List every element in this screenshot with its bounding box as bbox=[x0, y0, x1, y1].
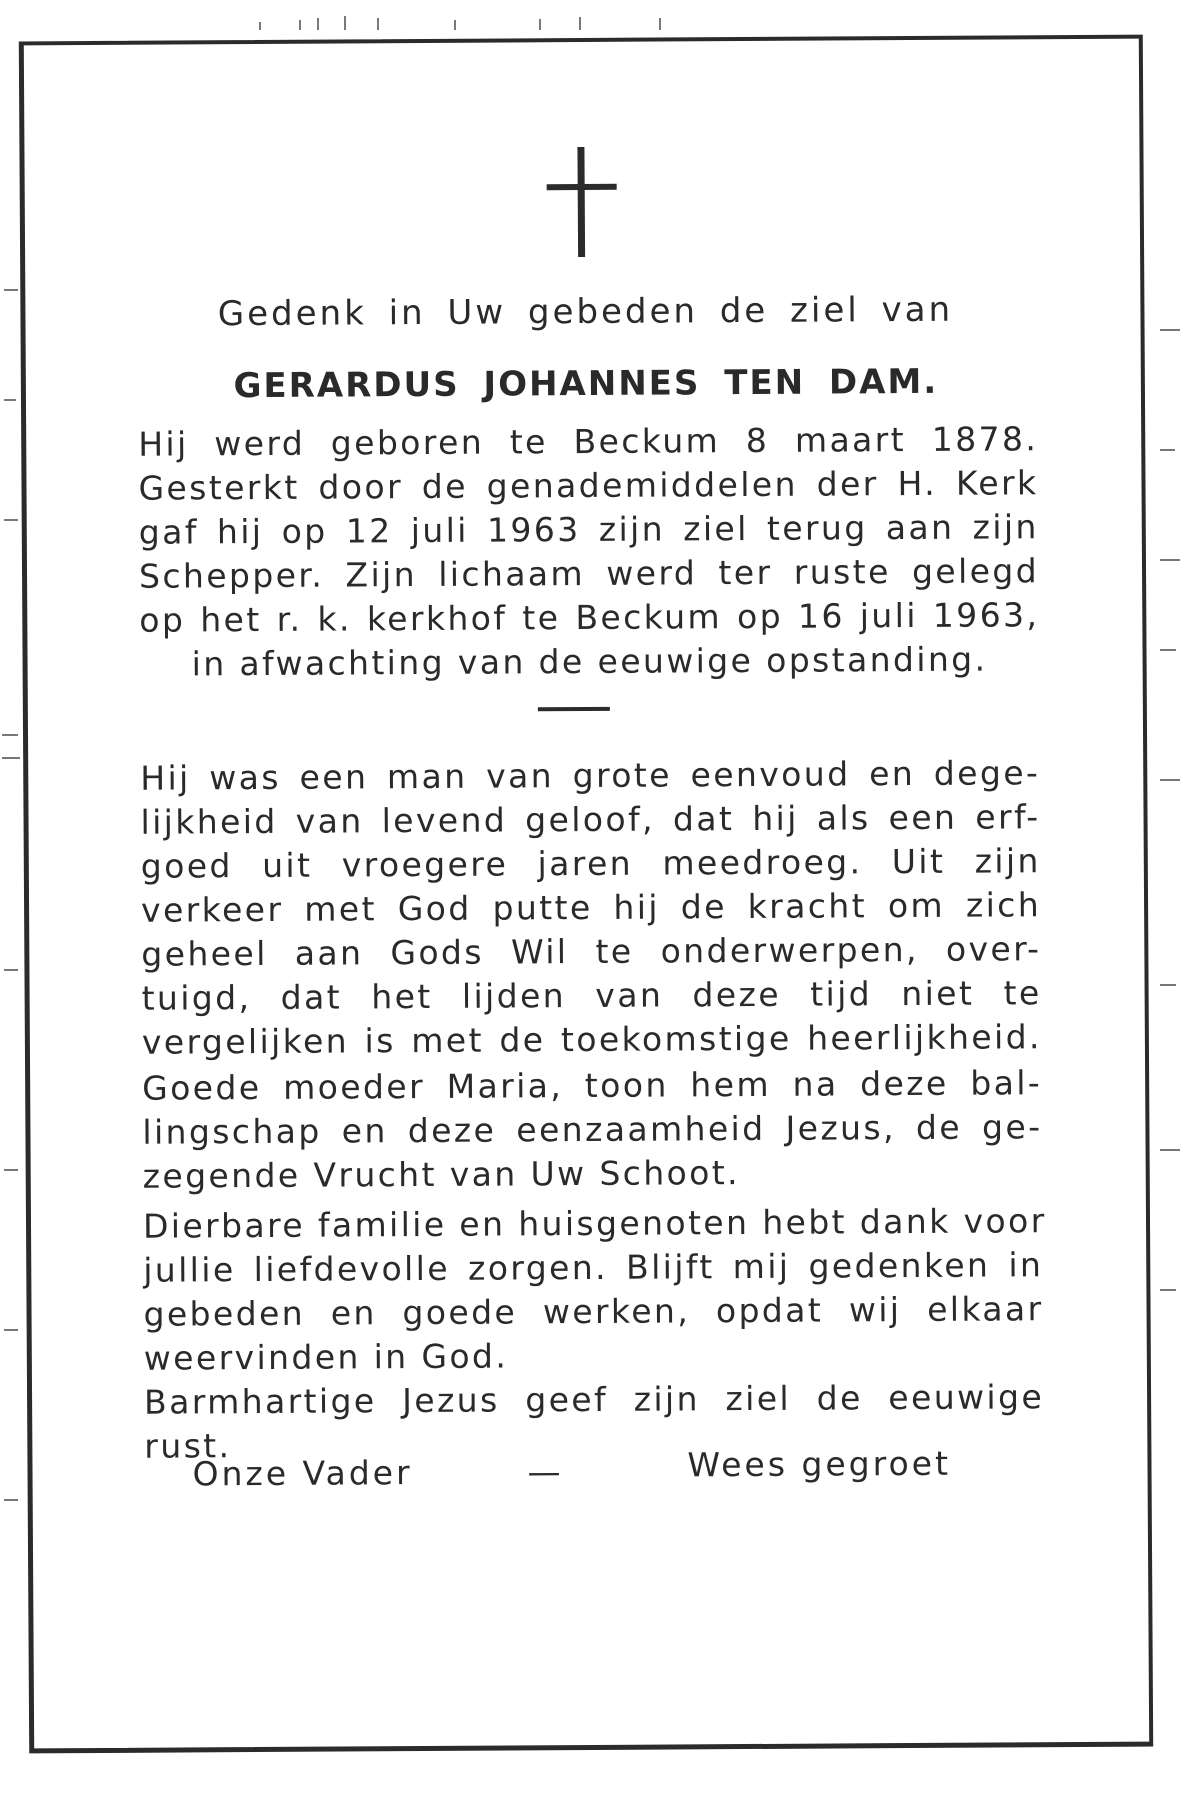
biography-line: gaf hij op 12 juli 1963 zijn ziel terug aan zijn bbox=[138, 507, 1039, 552]
cross-icon bbox=[546, 147, 617, 257]
prayer-wees-gegroet: Wees gegroet bbox=[687, 1443, 952, 1485]
biography-line: Schepper. Zijn lichaam werd ter ruste gelegd bbox=[138, 551, 1040, 596]
biography-line: Gesterkt door de genademiddelen der H. Kerk bbox=[138, 463, 1039, 508]
character-line: geheel aan Gods Wil te onderwerpen, over- bbox=[141, 929, 1042, 974]
biography-line: in afwachting van de eeuwige opstanding. bbox=[191, 639, 988, 684]
closing-prayers bbox=[192, 1443, 1042, 1504]
maria-line: Goede moeder Maria, toon hem na deze bal- bbox=[142, 1063, 1043, 1108]
jezus-line: rust. bbox=[144, 1426, 232, 1466]
character-line: vergelijken is met de toekomstige heerlijkheid. bbox=[141, 1017, 1042, 1062]
maria-line: lingschap en deze eenzaamheid Jezus, de ge- bbox=[142, 1107, 1043, 1152]
family-line: jullie liefdevolle zorgen. Blijft mij gedenken in bbox=[143, 1245, 1044, 1290]
prayer-onze-vader: Onze Vader bbox=[192, 1453, 413, 1494]
character-line: Hij was een man van grote eenvoud en dege- bbox=[140, 753, 1041, 798]
section-divider bbox=[538, 707, 610, 711]
prayer-separator: — bbox=[527, 1452, 564, 1492]
deceased-name: GERARDUS JOHANNES TEN DAM. bbox=[233, 361, 939, 407]
character-line: lijkheid van levend geloof, dat hij als een erf- bbox=[140, 797, 1041, 842]
memorial-card bbox=[19, 35, 1153, 1754]
character-line: verkeer met God putte hij de kracht om zich bbox=[140, 885, 1042, 930]
family-line: gebeden en goede werken, opdat wij elkaar bbox=[143, 1289, 1044, 1334]
maria-paragraph bbox=[142, 1061, 1043, 1198]
biography-line: Hij werd geboren te Beckum 8 maart 1878. bbox=[138, 419, 1039, 464]
maria-line: zegende Vrucht van Uw Schoot. bbox=[142, 1153, 741, 1196]
character-line: tuigd, dat het lijden van deze tijd niet te bbox=[141, 973, 1042, 1018]
biography-paragraph bbox=[138, 417, 1040, 686]
biography-line: op het r. k. kerkhof te Beckum op 16 juli 1963, bbox=[139, 595, 1040, 640]
character-paragraph bbox=[140, 751, 1042, 1064]
jezus-line: Barmhartige Jezus geef zijn ziel de eeuwige bbox=[143, 1377, 1045, 1422]
character-line: goed uit vroegere jaren meedroeg. Uit zijn bbox=[140, 841, 1041, 886]
family-line: Dierbare familie en huisgenoten hebt dank voor bbox=[142, 1201, 1047, 1246]
family-paragraph bbox=[142, 1199, 1047, 1380]
intro-line: Gedenk in Uw gebeden de ziel van bbox=[217, 289, 954, 335]
family-line: weervinden in God. bbox=[143, 1336, 509, 1378]
